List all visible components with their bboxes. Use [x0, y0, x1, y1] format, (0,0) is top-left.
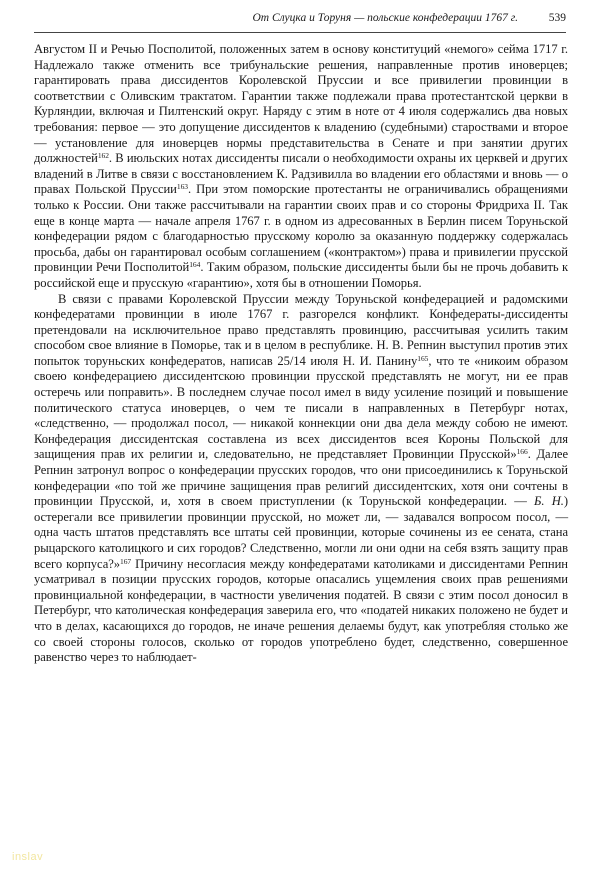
footnote-ref: 166	[516, 447, 528, 457]
footnote-ref: 164	[189, 260, 201, 270]
running-title: От Слуцка и Торуня — польские конфедерации 1767 г.	[252, 12, 518, 24]
text-run: ) остерегали все привилегии провинции прусской, но может ли, — задавался вопросом посол, — одна часть штатов представлять все штаты сей провинции, которые сочинены из ее сената, стана рыцарского католицкого и сих городов? Следственно, могли ли они одни на себя взять защиту прав всего корпуса?»	[34, 494, 569, 571]
text-run: В связи с правами Королевской Пруссии между Торуньской конфедерацией и радомскими конфедератами провинции в июле 1767 г. разгорелся конфликт. Конфедераты-диссиденты претендовали на исключительное право представлять провинцию, рассчитывая усилить таким способом свое влияние в Поморье, так и в целом в республике. Н. В. Репнин выступил против этих попыток торуньских конфедератов, написав 25/14 июля Н. И. Панину	[34, 291, 568, 368]
text-run: . В июльских нотах диссиденты писали о необходимости охраны их церквей и других владений в Литве в связи с восстановлением К. Радзивилла во владении его областями и вновь — о правах Польской Пруссии	[34, 151, 568, 197]
footnote-ref: 167	[120, 556, 132, 566]
paragraph	[34, 292, 568, 666]
watermark: inslav	[12, 851, 44, 863]
text-run: . Далее Репнин затронул вопрос о конфедерации прусских городов, что они присоединились к Торуньской конфедерации «по той же причине защищения прав религий диссидентских, хотя они сочтены в провинции Прусской, и, хотя в своем приступлении (к Торуньской конфедерации. —	[34, 447, 569, 509]
italic-text: Б. Н.	[534, 494, 564, 509]
page-number: 539	[548, 12, 566, 24]
footnote-ref: 162	[97, 151, 109, 161]
body-text	[34, 42, 568, 666]
running-header	[34, 8, 566, 33]
footnote-ref: 163	[176, 182, 188, 192]
text-run: Августом II и Речью Посполитой, положенных затем в основу конституций «немого» сейма 1717 г. Надлежало также отменить все трибунальские решения, направленные против иноверцев; гарантировать права диссидентов Королевской Пруссии и все привилегии провинции в соответствии с Оливским трактатом. Гарантии также подлежали права протестантской церкви в Курляндии, включая и Пилтенский округ. Наряду с этим в ноте от 4 июля содержались два новых требования: первое — это допущение диссидентов к владению (судебными) староствами и второе — установление для иноверцев нормы представительства в Сенате и при занятии других должностей	[34, 42, 568, 166]
text-run: . Таким образом, польские диссиденты были бы не прочь добавить к российской еще и прусскую «гарантию», хотя бы в отношении Поморья.	[34, 260, 569, 290]
text-run: , что те «никоим образом своею конфедерациею диссидентскою провинции прусской представлять не могут, ни ее прав остеречь или поправить». В последнем случае посол имел в виду усиление позиций и повышение политического статуса иноверцев, о чем те писали в направленных в Петербург нотах, «следственно, — продолжал посол, — никакой коннекции они два дела между собою не имеют. Конфедерация диссидентская составлена из всех диссидентов всея Короны Польской для защищения прав их религии и, следовательно, не представляет Провинции Прусской»	[34, 353, 568, 462]
footnote-ref: 165	[417, 353, 429, 363]
text-run: . При этом поморские протестанты не ограничивались обращениями только к России. Они также рассчитывали на гарантии своих прав и со стороны Фридриха II. Так еще в конце марта — начале апреля 1767 г. в одном из адресованных в Берлин писем Торуньской конфедерации рядом с благодарностью прусскому королю за оказанную поддержку содержалась просьба, дабы он гарантировал особым соглашением («контрактом») права и привилегии прусской провинции Речи Посполитой	[34, 182, 569, 275]
text-run: Причину несогласия между конфедератами католиками и диссидентами Репнин усматривал в позиции прусских городов, которые опасались ущемления своих прав решениями провинциальной конфедерации, в частности увеличения податей. В связи с этим посол доносил в Петербург, что католическая конфедерация заверила его, что «податей никаких положено не будет и что в делах, касающихся до городов, не иначе решения делаемы будут, как употребляя столько же со своей стороны голосов, сколько от городов употреблено будет, следственно, совершенное равенство через то наблюдает-	[34, 556, 568, 665]
paragraph	[34, 42, 568, 292]
